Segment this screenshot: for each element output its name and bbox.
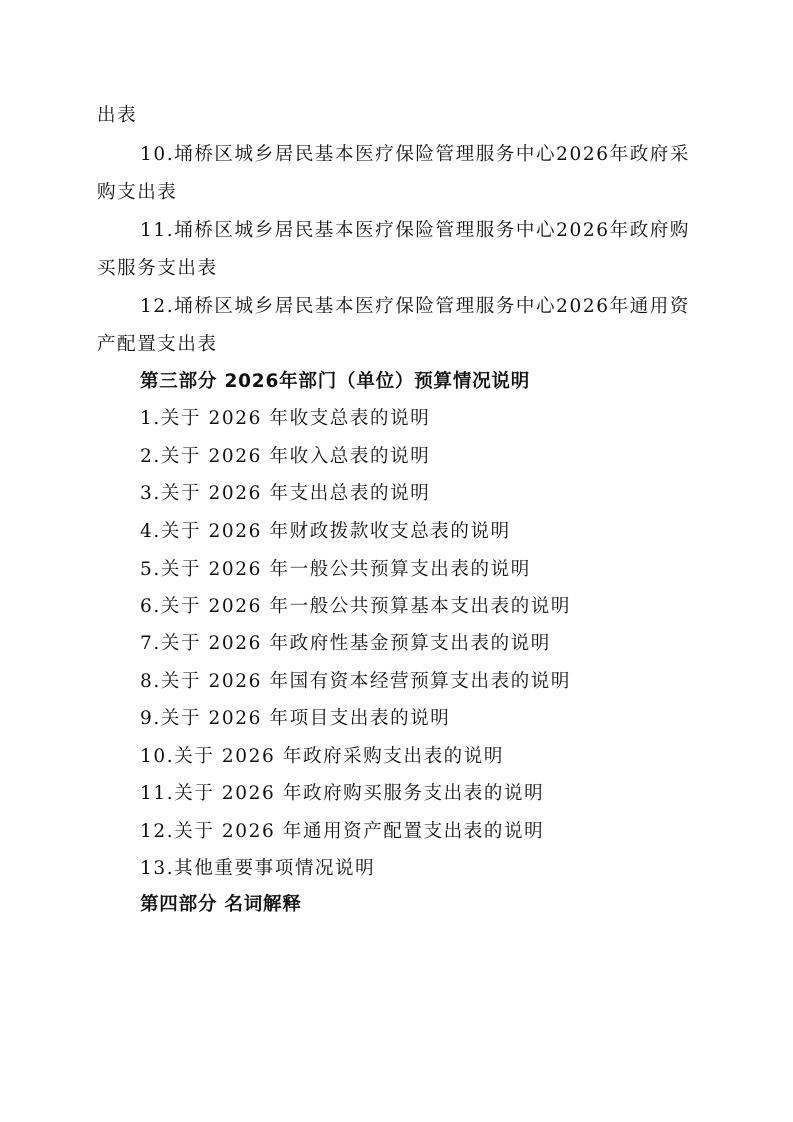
- toc-item: 5.关于 2026 年一般公共预算支出表的说明: [140, 559, 531, 580]
- toc-line: 11.埇桥区城乡居民基本医疗保险管理服务中心2026年政府购: [140, 220, 691, 241]
- toc-item: 6.关于 2026 年一般公共预算基本支出表的说明: [140, 596, 571, 617]
- toc-line: 产配置支出表: [97, 334, 218, 355]
- toc-line: 购支出表: [97, 182, 178, 203]
- toc-item: 10.关于 2026 年政府采购支出表的说明: [140, 746, 504, 767]
- section-heading-part3: 第三部分 2026年部门（单位）预算情况说明: [140, 371, 531, 392]
- toc-item: 2.关于 2026 年收入总表的说明: [140, 446, 431, 467]
- toc-item: 1.关于 2026 年收支总表的说明: [140, 408, 431, 429]
- toc-item: 13.其他重要事项情况说明: [140, 858, 376, 879]
- toc-line: 买服务支出表: [97, 258, 218, 279]
- toc-item: 9.关于 2026 年项目支出表的说明: [140, 708, 451, 729]
- toc-item: 11.关于 2026 年政府购买服务支出表的说明: [140, 783, 545, 804]
- toc-item: 8.关于 2026 年国有资本经营预算支出表的说明: [140, 671, 571, 692]
- section-heading-part4: 第四部分 名词解释: [140, 894, 302, 915]
- toc-item: 3.关于 2026 年支出总表的说明: [140, 483, 431, 504]
- toc-line: 12.埇桥区城乡居民基本医疗保险管理服务中心2026年通用资: [140, 296, 691, 317]
- toc-item: 7.关于 2026 年政府性基金预算支出表的说明: [140, 633, 551, 654]
- toc-line: 出表: [97, 105, 138, 126]
- toc-item: 12.关于 2026 年通用资产配置支出表的说明: [140, 821, 545, 842]
- toc-line: 10.埇桥区城乡居民基本医疗保险管理服务中心2026年政府采: [140, 144, 691, 165]
- toc-item: 4.关于 2026 年财政拨款收支总表的说明: [140, 521, 511, 542]
